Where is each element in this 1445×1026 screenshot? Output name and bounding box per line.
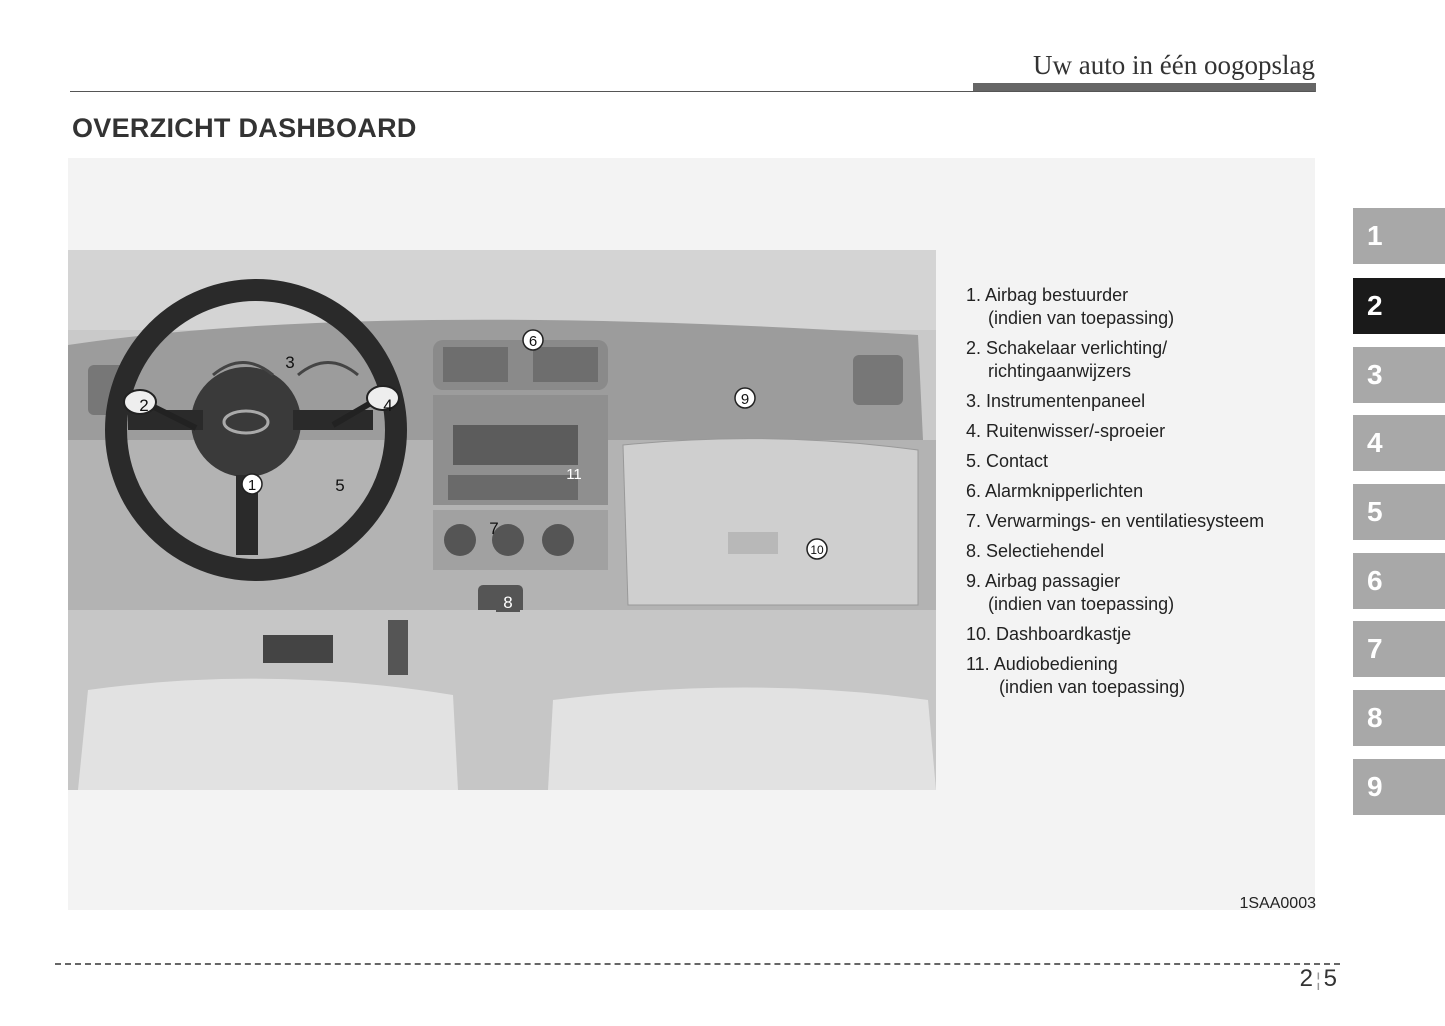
callout-7-label: 7 [489,519,499,538]
chapter-tab-7[interactable]: 7 [1353,621,1445,677]
callout-2 [139,396,148,415]
legend-item [966,337,1306,383]
callout-1 [242,474,262,494]
chapter-tab-3[interactable]: 3 [1353,347,1445,403]
legend-item [966,653,1306,699]
legend-item-sub: (indien van toepassing) [988,308,1175,328]
callout-3-label: 3 [285,353,295,372]
callout-10 [807,539,827,559]
callout-8-label: 8 [503,593,513,612]
callout-8 [496,590,520,612]
callout-9 [735,388,755,408]
legend-item-sub: (indien van toepassing) [999,677,1186,697]
legend-item-sub: richtingaanwijzers [988,361,1132,381]
page-number [1300,965,1337,993]
chapter-tab-8[interactable]: 8 [1353,690,1445,746]
callout-6-label: 6 [528,333,538,350]
legend-item [966,540,1306,563]
figure-code: 1SAA0003 [1239,895,1316,912]
legend-item-label: 3. Instrumentenpaneel [966,391,1146,411]
page-chapter: 2 [1299,965,1313,992]
callout-2-label: 2 [139,396,149,415]
legend-item-label: 8. Selectiehendel [966,541,1105,561]
page-separator: ¦ [1315,970,1321,990]
chapter-tab-6[interactable]: 6 [1353,553,1445,609]
callout-11 [566,466,582,483]
legend-item-label: 7. Verwarmings- en ventilatiesysteem [966,511,1265,531]
legend-item [966,480,1306,503]
footer-rule [55,963,1340,965]
chapter-tab-9[interactable]: 9 [1353,759,1445,815]
callout-5-label: 5 [335,476,345,495]
chapter-tab-5[interactable]: 5 [1353,484,1445,540]
section-title: OVERZICHT DASHBOARD [72,113,417,143]
legend-item [966,390,1306,413]
legend-item [966,510,1306,533]
legend-item-label: 2. Schakelaar verlichting/ [966,338,1168,358]
legend-item [966,570,1306,616]
legend-item-label: 10. Dashboardkastje [966,624,1132,644]
header-title: Uw auto in één oogopslag [1033,50,1315,80]
dashboard-drawing [68,250,936,790]
callout-11-label: 11 [566,466,582,483]
legend-item-label: 4. Ruitenwisser/-sproeier [966,421,1166,441]
callout-4-label: 4 [383,396,393,415]
legend-item-label: 6. Alarmknipperlichten [966,481,1144,501]
legend-item [966,450,1306,473]
callout-4 [383,396,392,415]
legend-item [966,420,1306,443]
header-rule [70,91,1315,92]
callout-9-label: 9 [740,391,750,408]
legend-list [966,284,1306,706]
legend-item-label: 5. Contact [966,451,1049,471]
callout-6 [523,330,543,350]
callout-3 [285,353,294,372]
dashboard-illustration [68,250,936,790]
legend-item-label: 11. Audiobediening [966,654,1118,674]
callout-7 [489,519,498,538]
callout-5 [335,476,344,495]
legend-item-label: 9. Airbag passagier [966,571,1121,591]
legend-item [966,623,1306,646]
legend-item [966,284,1306,330]
page-index: 5 [1323,965,1337,992]
chapter-tab-2[interactable]: 2 [1353,278,1445,334]
chapter-tab-4[interactable]: 4 [1353,415,1445,471]
legend-item-sub: (indien van toepassing) [988,594,1175,614]
legend-item-label: 1. Airbag bestuurder [966,285,1129,305]
callout-10-label: 10 [810,543,824,557]
callout-1-label: 1 [247,477,257,494]
chapter-tab-1[interactable]: 1 [1353,208,1445,264]
